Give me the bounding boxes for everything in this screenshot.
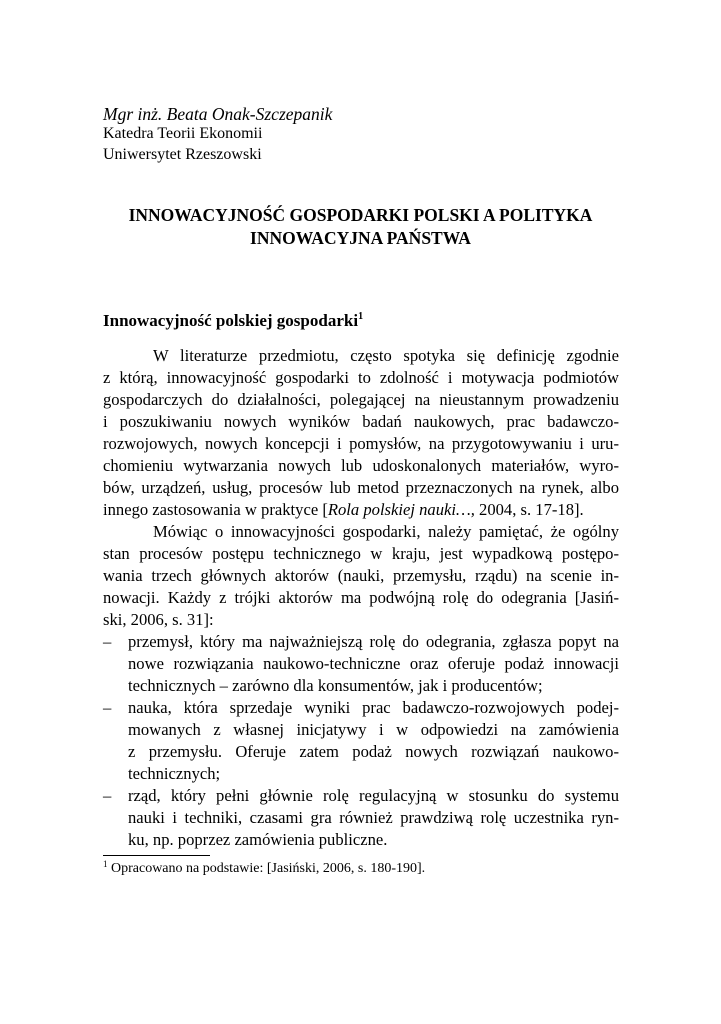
footnote xyxy=(103,861,425,877)
bullet-3-line: ku, np. poprzez zamówienia publiczne. xyxy=(128,830,388,849)
bullet-dash: – xyxy=(103,632,112,651)
paragraph-2-line: stan procesów postępu technicznego w kraju, jest wypadkową postępo- xyxy=(103,544,619,563)
citation-prefix: innego zastosowania w praktyce [ xyxy=(103,500,328,519)
bullet-2-line: nauka, która sprzedaje wyniki prac badawczo-rozwojowych podej- xyxy=(128,698,619,717)
author-name: Mgr inż. Beata Onak-Szczepanik xyxy=(103,104,333,124)
section-heading xyxy=(103,311,363,331)
paragraph-1-line: i poszukiwaniu nowych wyników badań naukowych, prac badawczo- xyxy=(103,412,619,431)
bullet-3-line: rząd, który pełni głównie rolę regulacyjną w stosunku do systemu xyxy=(128,786,619,805)
paragraph-1-line: z którą, innowacyjność gospodarki to zdolność i motywacja podmiotów xyxy=(103,368,619,387)
paragraph-2-line: wania trzech głównych aktorów (nauki, przemysłu, rządu) na scenie in- xyxy=(103,566,619,585)
bullet-1-line: przemysł, który ma najważniejszą rolę do odegrania, zgłasza popyt na xyxy=(128,632,619,651)
university: Uniwersytet Rzeszowski xyxy=(103,146,262,163)
bullet-3-line: nauki i techniki, czasami gra również prawdziwą rolę uczestnika ryn- xyxy=(128,808,619,827)
footnote-text: Opracowano na podstawie: [Jasiński, 2006, s. 180-190]. xyxy=(107,861,426,876)
bullet-dash: – xyxy=(103,698,112,717)
department: Katedra Teorii Ekonomii xyxy=(103,125,263,142)
paragraph-1-line: rozwojowych, nowych koncepcji i pomysłów, na przygotowywaniu i uru- xyxy=(103,434,619,453)
citation-suffix: 2004, s. 17-18]. xyxy=(474,500,584,519)
footnote-divider xyxy=(103,855,210,856)
bullet-1-line: technicznych – zarówno dla konsumentów, jak i producentów; xyxy=(128,676,543,695)
section-heading-text: Innowacyjność polskiej gospodarki xyxy=(103,311,359,330)
bullet-dash: – xyxy=(103,786,112,805)
paragraph-1-line: bów, urządzeń, usług, procesów lub metod przeznaczonych na rynek, albo xyxy=(103,478,619,497)
paragraph-2-line: ski, 2006, s. 31]: xyxy=(103,610,214,629)
paragraph-1-line: gospodarczych do działalności, polegającej na nieustannym prowadzeniu xyxy=(103,390,619,409)
bullet-2-line: technicznych; xyxy=(128,764,221,783)
citation-title: Rola polskiej nauki…, xyxy=(327,500,475,519)
paragraph-1-line: chomieniu wytwarzania nowych lub udoskonalonych materiałów, wyro- xyxy=(103,456,619,475)
bullet-2-line: z przemysłu. Oferuje zatem podaż nowych rozwiązań naukowo- xyxy=(128,742,619,761)
title-line-2: INNOWACYJNA PAŃSTWA xyxy=(250,228,471,248)
bullet-2-line: mowanych z własnej inicjatywy i w odpowiedzi na zamówienia xyxy=(128,720,619,739)
footnote-ref: 1 xyxy=(358,311,364,322)
paragraph-1-line: W literaturze przedmiotu, często spotyka się definicję zgodnie xyxy=(153,346,619,365)
bullet-1-line: nowe rozwiązania naukowo-techniczne oraz oferuje podaż innowacji xyxy=(128,654,619,673)
paragraph-2-line: nowacji. Każdy z trójki aktorów ma podwójną rolę do odegrania [Jasiń- xyxy=(103,588,619,607)
title-line-1: INNOWACYJNOŚĆ GOSPODARKI POLSKI A POLITYKA xyxy=(128,205,593,225)
footnote-mark: 1 xyxy=(103,859,108,869)
paragraph-2-line: Mówiąc o innowacyjności gospodarki, należy pamiętać, że ogólny xyxy=(153,522,619,541)
paragraph-1-last-line xyxy=(103,499,619,521)
